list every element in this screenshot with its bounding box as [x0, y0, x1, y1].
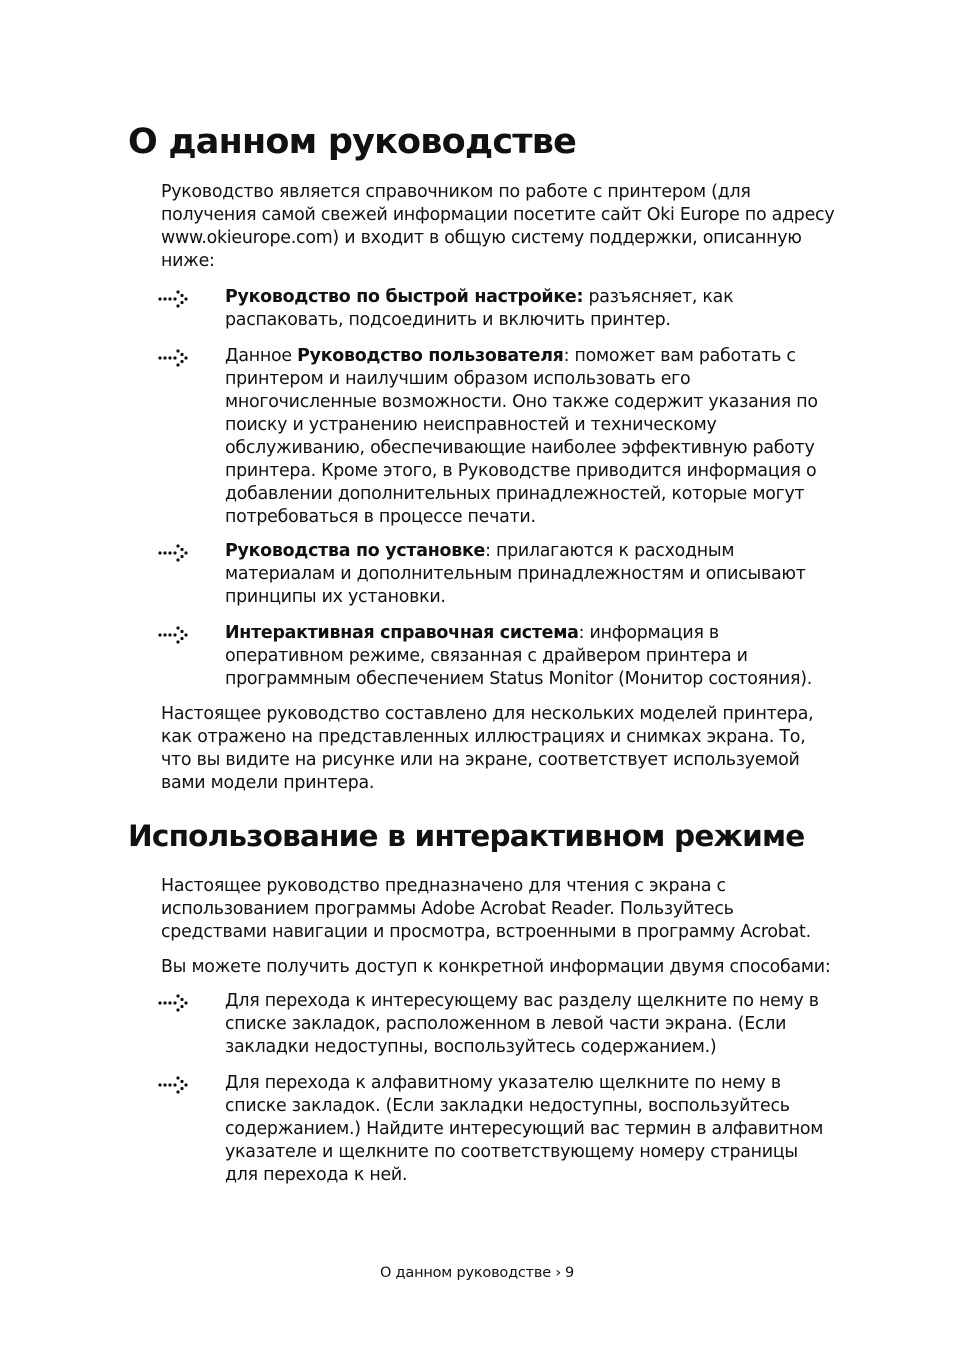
list-item-term: Интерактивная справочная система — [225, 623, 579, 643]
intro-paragraph: Руководство является справочником по работе с принтером (для получения самой свежей информации посетите сайт Oki Europe по адресу www.okieurope.com) и входит в общую систему поддержки, описанную ниже: — [161, 182, 835, 271]
list-item-text: Для перехода к алфавитному указателю щелкните по нему в списке закладок. (Если закладки недоступны, воспользуйтесь содержанием.) Найдите интересующий вас термин в алфавитном указателе и щелкните по соответствующему номеру страницы для перехода к ней. — [225, 1073, 824, 1185]
arrow-bullet-icon — [158, 994, 190, 1012]
arrow-bullet-icon — [158, 544, 190, 562]
page-footer — [0, 1265, 954, 1281]
online-intro-paragraph: Настоящее руководство предназначено для чтения с экрана с использованием программы Adobe Acrobat Reader. Пользуйтесь средствами навигации и просмотра, встроенными в программу Acrobat. — [161, 876, 811, 942]
page-number: 9 — [565, 1265, 575, 1281]
section-title-about: О данном руководстве — [128, 122, 577, 162]
access-paragraph: Вы можете получить доступ к конкретной информации двумя способами: — [161, 957, 831, 977]
list-item-text: Интерактивная справочная система: информация в оперативном режиме, связанная с драйвером принтера и программным обеспечением Status Monitor (Монитор состояния). — [225, 623, 813, 689]
arrow-bullet-icon — [158, 349, 190, 367]
arrow-bullet-icon — [158, 290, 190, 308]
footer-separator: › — [555, 1265, 562, 1281]
list-item-text: Руководство по быстрой настройке: разъясняет, как распаковать, подсоединить и включить принтер. — [225, 287, 734, 330]
list-item-text: Данное Руководство пользователя: поможет вам работать с принтером и наилучшим образом использовать его многочисленные возможности. Оно также содержит указания по поиску и устранению неисправностей и техническому обслуживанию, обеспечивающие наиболее эффективную работу принтера. Кроме этого, в Руководстве приводится информация о добавлении дополнительных принадлежностей, которые могут потребоваться в процессе печати. — [225, 346, 818, 527]
arrow-bullet-icon — [158, 626, 190, 644]
list-item-term: Руководство пользователя — [297, 346, 564, 366]
list-item-text: Для перехода к интересующему вас разделу щелкните по нему в списке закладок, расположенном в левой части экрана. (Если закладки недоступны, воспользуйтесь содержанием.) — [225, 991, 819, 1057]
section-title-online: Использование в интерактивном режиме — [128, 819, 805, 853]
arrow-bullet-icon — [158, 1076, 190, 1094]
footer-title: О данном руководстве — [379, 1265, 551, 1281]
list-item-text: Руководства по установке: прилагаются к расходным материалам и дополнительным принадлежностям и описывают принципы их установки. — [225, 541, 806, 607]
list-item-term: Руководства по установке — [225, 541, 486, 561]
outro-paragraph: Настоящее руководство составлено для нескольких моделей принтера, как отражено на представленных иллюстрациях и снимках экрана. То, что вы видите на рисунке или на экране, соответствует используемой вами модели принтера. — [161, 704, 814, 793]
list-item-term: Руководство по быстрой настройке: — [225, 287, 584, 307]
